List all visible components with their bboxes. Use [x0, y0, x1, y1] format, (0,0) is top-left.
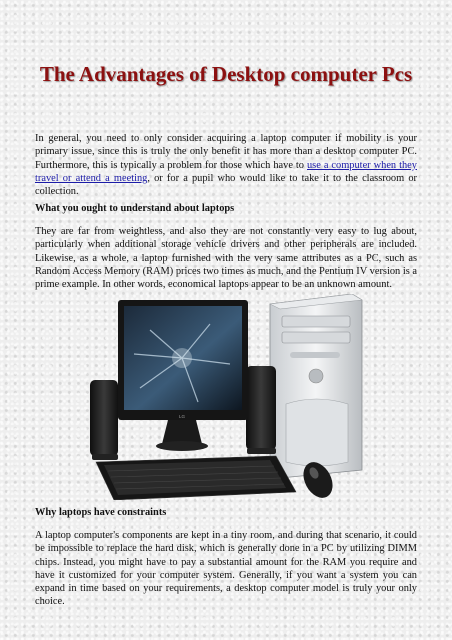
laptops-paragraph: They are far from weightless, and also they are not constantly very easy to lug about, particularly when additional storage vehicle drivers and other peripherals are included. Likewise, as a whole, a laptop furnished with the very same attributes as a PC, such as Random Access Memory (RAM) prices two times as much, and the Pentium IV version is a prime example. In other words, economical laptops appear to be an unknown amount.: [35, 226, 417, 291]
monitor-brand-logo: LG: [178, 414, 186, 419]
desktop-computer-illustration: [90, 294, 364, 500]
document-title: The Advantages of Desktop computer Pcs: [39, 62, 413, 86]
travel-meeting-link[interactable]: use a computer when they travel or attend a meeting: [35, 159, 417, 184]
intro-paragraph: [35, 132, 417, 198]
right-speaker: [246, 366, 276, 454]
constraints-paragraph: A laptop computer's components are kept in a tiny room, and during that scenario, it could be impossible to replace the hard disk, which is generally done in a PC by utilizing DIMM chips. Instead, you might have to pay a substantial amount for the RAM you require and have it customized for your computer system. Generally, if you want a system you can expand in time based on your requirements, a desktop computer model is truly your only choice.: [35, 530, 417, 608]
keyboard: [96, 456, 296, 500]
intro-text-before-link: In general, you need to only consider acquiring a laptop computer if mobility is your primary issue, since this is truly the only benefit it has more than a desktop computer PC. Furthermore, this is typically a problem for those which have to: [35, 133, 417, 171]
lcd-monitor: [118, 300, 248, 451]
section-heading-constraints: Why laptops have constraints: [35, 507, 167, 518]
section-heading-laptops: What you ought to understand about laptops: [35, 203, 235, 214]
computer-tower: [270, 294, 362, 478]
intro-text-after-link: , or for a pupil who would like to take it to the classroom or collection.: [35, 172, 418, 198]
left-speaker: [90, 380, 118, 460]
